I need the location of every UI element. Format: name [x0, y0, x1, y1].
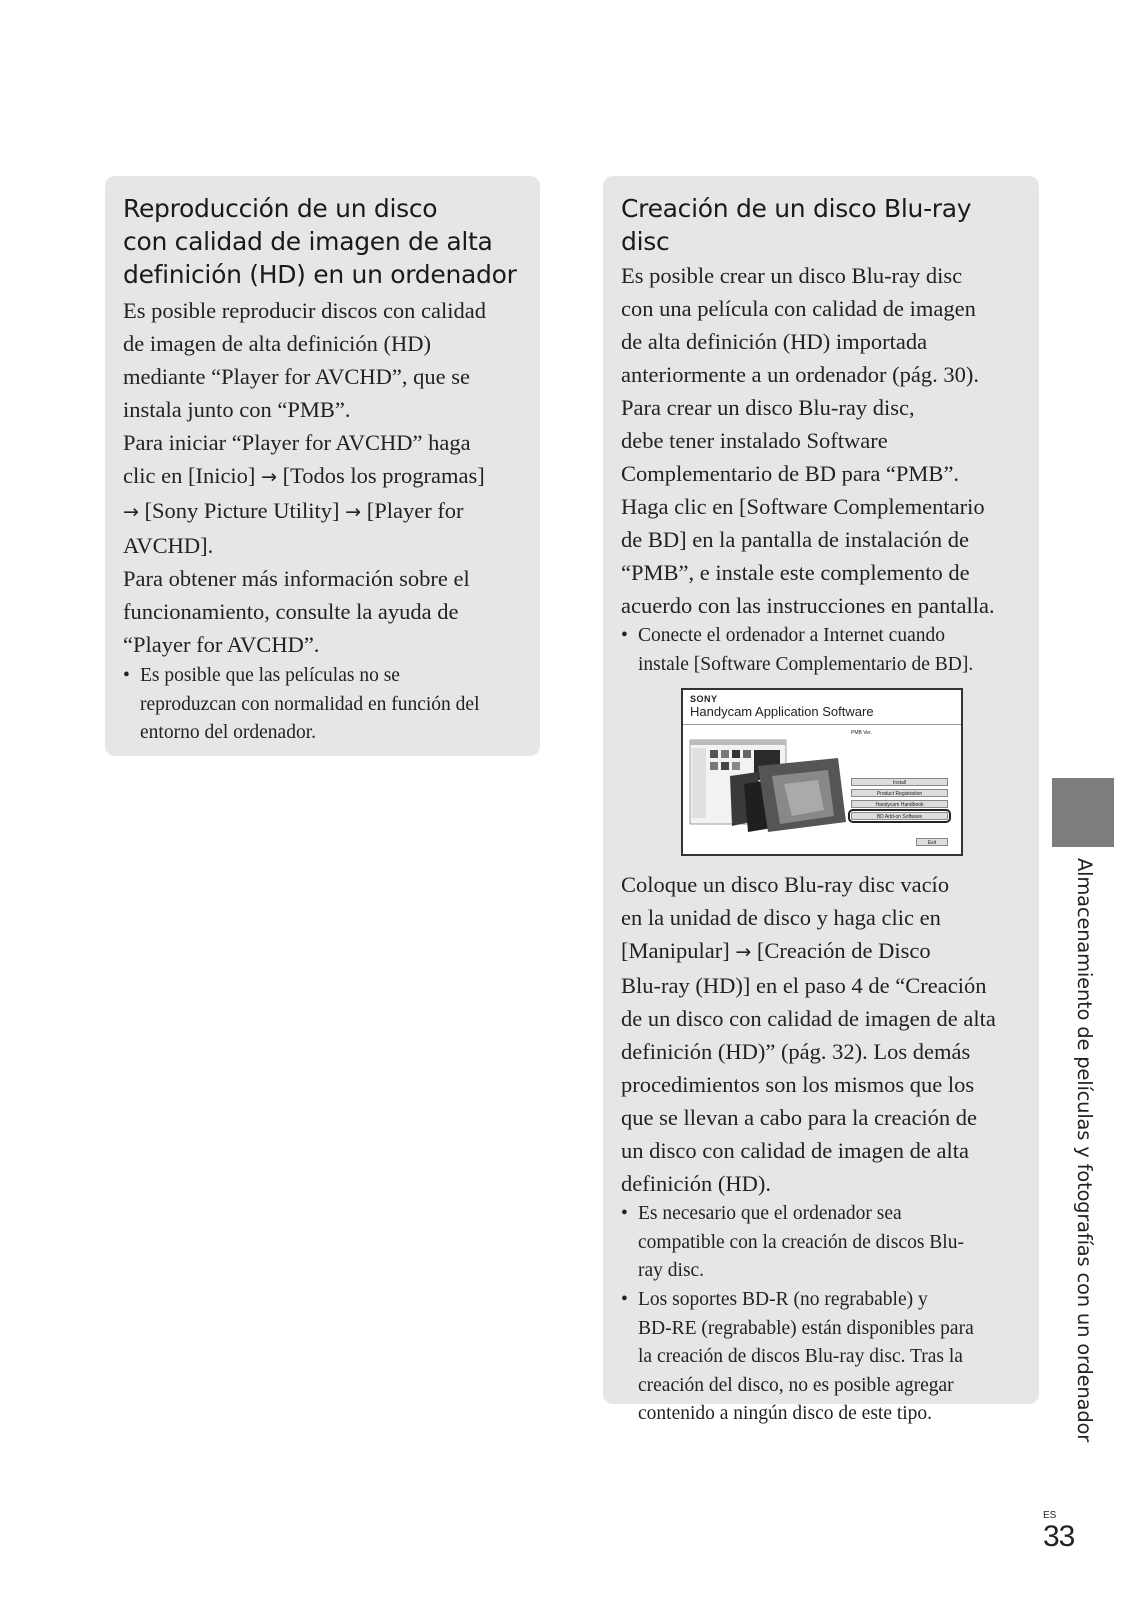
- text-line: Es necesario que el ordenador sea: [638, 1203, 902, 1225]
- note-bullet: [621, 622, 1027, 679]
- section-heading: [123, 192, 524, 291]
- text-line: mediante “Player for AVCHD”, que se: [123, 364, 470, 389]
- text-line: Blu-ray (HD)] en el paso 4 de “Creación: [621, 973, 987, 999]
- body-paragraph: [123, 294, 524, 661]
- install-button[interactable]: Install: [851, 778, 948, 786]
- text-line: [123, 494, 524, 529]
- text-line: de alta definición (HD) importada: [621, 329, 928, 354]
- body-paragraph: [621, 868, 1027, 1200]
- heading-line: con calidad de imagen de alta: [123, 227, 493, 256]
- text-line: la creación de discos Blu-ray disc. Tras la: [638, 1346, 963, 1368]
- text-line: AVCHD].: [123, 533, 214, 558]
- text-line: Para iniciar “Player for AVCHD” haga: [123, 430, 471, 455]
- text-line: un disco con calidad de imagen de alta: [621, 1138, 969, 1164]
- text-line: en la unidad de disco y haga clic en: [621, 905, 941, 931]
- text-line: de imagen de alta definición (HD): [123, 331, 432, 356]
- text-line: Coloque un disco Blu-ray disc vacío: [621, 872, 950, 898]
- path-step: [Creación de Disco: [756, 938, 931, 964]
- text-line: compatible con la creación de discos Blu-: [638, 1231, 964, 1253]
- arrow-icon: →: [345, 501, 362, 523]
- heading-line: definición (HD) en un ordenador: [123, 260, 517, 289]
- text-line: contenido a ningún disco de este tipo.: [638, 1403, 933, 1425]
- installer-screenshot: [681, 688, 963, 856]
- text-line: con una película con calidad de imagen: [621, 296, 976, 321]
- body-paragraph: [621, 259, 1027, 622]
- language-code: ES: [1043, 1510, 1057, 1521]
- installer-title: Handycam Application Software: [690, 704, 874, 720]
- text-line: ray disc.: [638, 1260, 705, 1282]
- software-artwork-image: [688, 736, 848, 836]
- section-hd-playback: [105, 176, 540, 756]
- text-line: debe tener instalado Software: [621, 428, 888, 453]
- note-bullet: [621, 1286, 1027, 1429]
- text-line: creación del disco, no es posible agregar: [638, 1374, 954, 1396]
- section-heading: Creación de un disco Blu-ray disc: [621, 194, 972, 256]
- text-line: definición (HD)” (pág. 32). Los demás: [621, 1039, 971, 1065]
- divider: [683, 724, 961, 725]
- bullet-icon: •: [621, 1288, 628, 1310]
- sony-logo: SONY: [690, 694, 718, 705]
- exit-button[interactable]: Exit: [916, 838, 948, 846]
- path-step: clic en [Inicio]: [123, 463, 256, 488]
- text-line: Es posible crear un disco Blu-ray disc: [621, 263, 963, 288]
- text-line: Haga clic en [Software Complementario: [621, 494, 985, 519]
- text-line: que se llevan a cabo para la creación de: [621, 1105, 978, 1131]
- text-line: Complementario de BD para “PMB”.: [621, 461, 960, 486]
- text-line: Para obtener más información sobre el: [123, 566, 470, 591]
- arrow-icon: →: [261, 466, 277, 488]
- arrow-icon: →: [735, 941, 752, 964]
- arrow-icon: →: [123, 501, 139, 523]
- version-label: PMB Ver.: [851, 730, 872, 737]
- page-number: 33: [1043, 1520, 1075, 1553]
- text-line: Es posible que las películas no se: [140, 665, 400, 686]
- product-registration-button[interactable]: Product Registration: [851, 789, 948, 797]
- text-line: Conecte el ordenador a Internet cuando: [638, 625, 945, 646]
- path-step: [Manipular]: [621, 938, 730, 964]
- text-line: BD-RE (regrabable) están disponibles para: [638, 1317, 974, 1339]
- path-step: [Player for: [366, 498, 464, 523]
- text-line: definición (HD).: [621, 1171, 771, 1197]
- text-line: instale [Software Complementario de BD].: [638, 653, 974, 675]
- text-line: Para crear un disco Blu-ray disc,: [621, 395, 915, 420]
- note-bullet: [621, 1200, 1027, 1286]
- text-line: Es posible reproducir discos con calidad: [123, 298, 487, 323]
- note-bullet: [123, 662, 524, 748]
- text-line: anteriormente a un ordenador (pág. 30).: [621, 362, 979, 387]
- bullet-icon: •: [621, 625, 628, 646]
- path-step: [Sony Picture Utility]: [144, 498, 340, 523]
- chapter-tab: [1052, 778, 1114, 847]
- text-line: Los soportes BD-R (no regrabable) y: [638, 1288, 928, 1310]
- section-bluray-creation: [603, 176, 1039, 1425]
- text-line: “PMB”, e instale este complemento de: [621, 560, 970, 585]
- text-line: [621, 934, 1027, 969]
- text-line: [123, 459, 524, 494]
- heading-line: Reproducción de un disco: [123, 194, 438, 223]
- text-line: de BD] en la pantalla de instalación de: [621, 527, 969, 552]
- text-line: funcionamiento, consulte la ayuda de: [123, 599, 459, 624]
- text-line: reproduzcan con normalidad en función del: [140, 693, 480, 715]
- text-line: procedimientos son los mismos que los: [621, 1072, 975, 1098]
- bd-addon-software-button[interactable]: BD Add-on Software: [851, 812, 948, 820]
- text-line: entorno del ordenador.: [140, 722, 316, 744]
- chapter-label: Almacenamiento de películas y fotografías con un ordenador: [1073, 858, 1096, 1443]
- bullet-icon: •: [621, 1203, 628, 1225]
- path-step: [Todos los programas]: [282, 463, 485, 488]
- text-line: de un disco con calidad de imagen de alta: [621, 1006, 996, 1032]
- text-line: instala junto con “PMB”.: [123, 397, 351, 422]
- text-line: “Player for AVCHD”.: [123, 632, 320, 657]
- bullet-icon: •: [123, 665, 130, 686]
- text-line: acuerdo con las instrucciones en pantalla.: [621, 593, 995, 618]
- handbook-button[interactable]: Handycam Handbook: [851, 800, 948, 808]
